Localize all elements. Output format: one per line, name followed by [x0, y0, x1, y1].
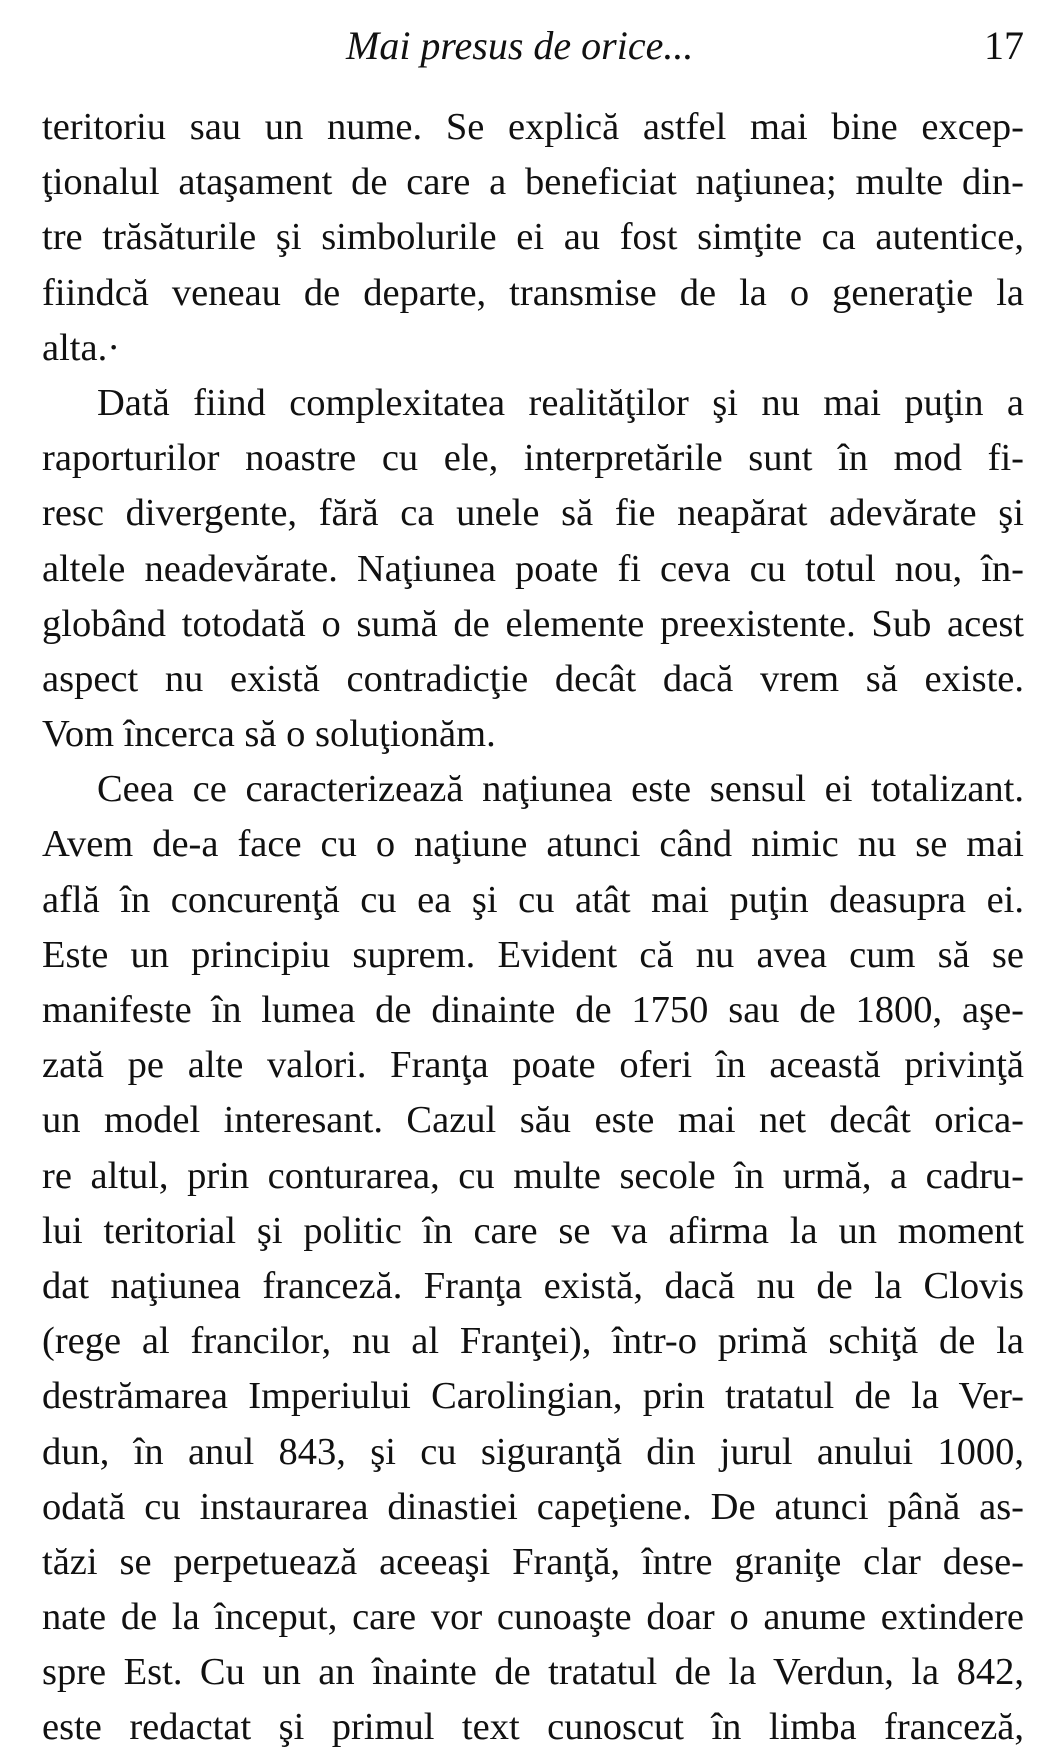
text-line: dun, în anul 843, şi cu siguranţă din jurul anului 1000,	[42, 1430, 1024, 1473]
text-line: altele neadevărate. Naţiunea poate fi ceva cu totul nou, în-	[42, 547, 1024, 590]
text-line: dat naţiunea franceză. Franţa există, dacă nu de la Clovis	[42, 1264, 1024, 1307]
text-line: zată pe alte valori. Franţa poate oferi în această privinţă	[42, 1044, 1024, 1087]
text-line: resc divergente, fără ca unele să fie neapărat adevărate şi	[42, 492, 1024, 535]
paragraph	[42, 762, 1024, 1755]
text-line: tre trăsăturile şi simbolurile ei au fost simţite ca autentice,	[42, 216, 1024, 259]
text-line: Dată fiind complexitatea realităţilor şi nu mai puţin a	[97, 381, 1024, 424]
text-line: odată cu instaurarea dinastiei capeţiene. De atunci până as-	[42, 1485, 1024, 1528]
text-line: re altul, prin conturarea, cu multe secole în urmă, a cadru-	[42, 1154, 1024, 1197]
text-line: lui teritorial şi politic în care se va afirma la un moment	[42, 1209, 1024, 1252]
body-text	[42, 100, 1024, 1756]
text-line: manifeste în lumea de dinainte de 1750 sau de 1800, aşe-	[42, 989, 1024, 1031]
text-line: Ceea ce caracterizează naţiunea este sensul ei totalizant.	[97, 768, 1024, 811]
text-line: Vom încerca să o soluţionăm.	[42, 713, 496, 756]
paragraph	[42, 376, 1024, 762]
text-line: nate de la început, care vor cunoaşte doar o anume extindere	[42, 1596, 1024, 1639]
page-number: 17	[984, 23, 1024, 68]
text-line: Este un principiu suprem. Evident că nu avea cum să se	[42, 933, 1024, 976]
text-line: globând totodată o sumă de elemente preexistente. Sub acest	[42, 602, 1024, 645]
text-line: este redactat şi primul text cunoscut în limba franceză,	[42, 1706, 1024, 1749]
book-page	[42, 18, 1024, 1756]
text-line: alta.·	[42, 326, 121, 369]
text-line: Avem de-a face cu o naţiune atunci când nimic nu se mai	[42, 823, 1024, 866]
running-title: Mai presus de orice...	[346, 23, 694, 68]
text-line: (rege al francilor, nu al Franţei), într-o primă schiţă de la	[42, 1320, 1024, 1363]
text-line: destrămarea Imperiului Carolingian, prin tratatul de la Ver-	[42, 1375, 1024, 1418]
text-line: spre Est. Cu un an înainte de tratatul de la Verdun, la 842,	[42, 1651, 1024, 1694]
text-line: aspect nu există contradicţie decât dacă vrem să existe.	[42, 657, 1024, 700]
text-line: un model interesant. Cazul său este mai net decât orica-	[42, 1099, 1024, 1142]
paragraph	[42, 100, 1024, 376]
text-line: raporturilor noastre cu ele, interpretările sunt în mod fi-	[42, 437, 1024, 480]
running-head	[42, 18, 1024, 74]
text-line: tăzi se perpetuează aceeaşi Franţă, între graniţe clar dese-	[42, 1540, 1024, 1583]
text-line: fiindcă veneau de departe, transmise de la o generaţie la	[42, 271, 1024, 314]
text-line: teritoriu sau un nume. Se explică astfel mai bine excep-	[42, 106, 1024, 148]
text-line: ţionalul ataşament de care a beneficiat naţiunea; multe din-	[42, 161, 1024, 204]
text-line: află în concurenţă cu ea şi cu atât mai puţin deasupra ei.	[42, 878, 1024, 921]
